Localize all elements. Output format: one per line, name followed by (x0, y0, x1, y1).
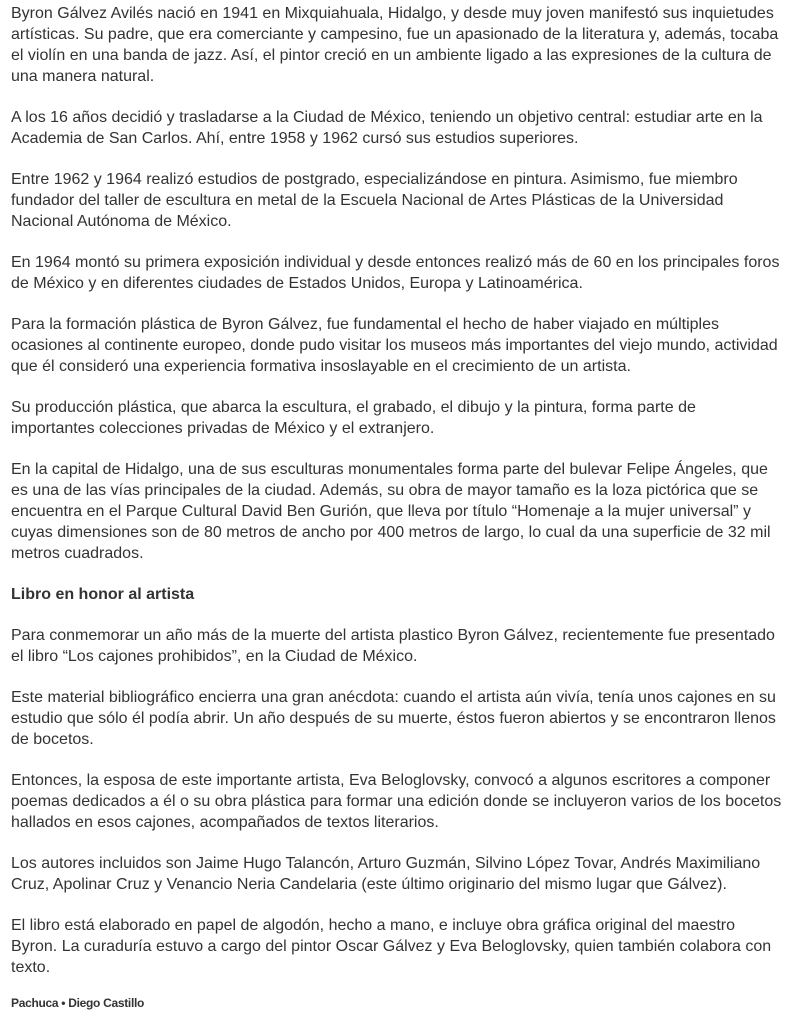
paragraph: Para la formación plástica de Byron Gálvez, fue fundamental el hecho de haber viajado en múltiples ocasiones al continente europeo, donde pudo visitar los museos más importantes del viejo mundo, actividad que él consideró una experiencia formativa insoslayable en el crecimiento de un artista. (11, 316, 778, 375)
paragraph: En 1964 montó su primera exposición individual y desde entonces realizó más de 60 en los principales foros de México y en diferentes ciudades de Estados Unidos, Europa y Latinoamérica. (11, 254, 780, 292)
paragraph: Para conmemorar un año más de la muerte del artista plastico Byron Gálvez, recientemente fue presentado el libro “Los cajones prohibidos”, en la Ciudad de México. (11, 627, 775, 665)
paragraph: A los 16 años decidió y trasladarse a la Ciudad de México, teniendo un objetivo central: estudiar arte en la Academia de San Carlos. Ahí, entre 1958 y 1962 cursó sus estudios superiores. (11, 109, 763, 147)
paragraph: Entonces, la esposa de este importante artista, Eva Beloglovsky, convocó a algunos escritores a componer poemas dedicados a él o su obra plástica para formar una edición donde se incluyeron varios de los bocetos hallados en esos cajones, acompañados de textos literarios. (11, 772, 782, 831)
paragraph: Este material bibliográfico encierra una gran anécdota: cuando el artista aún vivía, tenía unos cajones en su estudio que sólo él podía abrir. Un año después de su muerte, éstos fueron abiertos y se encontraron llenos de bocetos. (11, 689, 776, 748)
section-heading: Libro en honor al artista (11, 586, 195, 603)
paragraph: En la capital de Hidalgo, una de sus esculturas monumentales forma parte del bulevar Felipe Ángeles, que es una de las vías principales de la ciudad. Además, su obra de mayor tamaño es la loza pictórica que se encuentra en el Parque Cultural David Ben Gurión, que lleva por título “Homenaje a la mujer universal” y cuyas dimensiones son de 80 metros de ancho por 400 metros de largo, lo cual da una superficie de 32 mil metros cuadrados. (11, 461, 771, 562)
paragraph: Entre 1962 y 1964 realizó estudios de postgrado, especializándose en pintura. Asimismo, fue miembro fundador del taller de escultura en metal de la Escuela Nacional de Artes Plásticas de la Universidad Nacional Autónoma de México. (11, 171, 738, 230)
byline: Pachuca • Diego Castillo (11, 996, 145, 1010)
paragraph: Los autores incluidos son Jaime Hugo Talancón, Arturo Guzmán, Silvino López Tovar, Andrés Maximiliano Cruz, Apolinar Cruz y Venancio Neria Candelaria (este último originario del mismo lugar que Gálvez). (11, 855, 761, 893)
paragraph: Byron Gálvez Avilés nació en 1941 en Mixquiahuala, Hidalgo, y desde muy joven manifestó sus inquietudes artísticas. Su padre, que era comerciante y campesino, fue un apasionado de la literatura y, además, tocaba el violín en una banda de jazz. Así, el pintor creció en un ambiente ligado a las expresiones de la cultura de una manera natural. (11, 5, 779, 85)
paragraph: El libro está elaborado en papel de algodón, hecho a mano, e incluye obra gráfica original del maestro Byron. La curaduría estuvo a cargo del pintor Oscar Gálvez y Eva Beloglovsky, quien también colabora con texto. (11, 917, 772, 976)
paragraph: Su producción plástica, que abarca la escultura, el grabado, el dibujo y la pintura, forma parte de importantes colecciones privadas de México y el extranjero. (11, 399, 696, 437)
